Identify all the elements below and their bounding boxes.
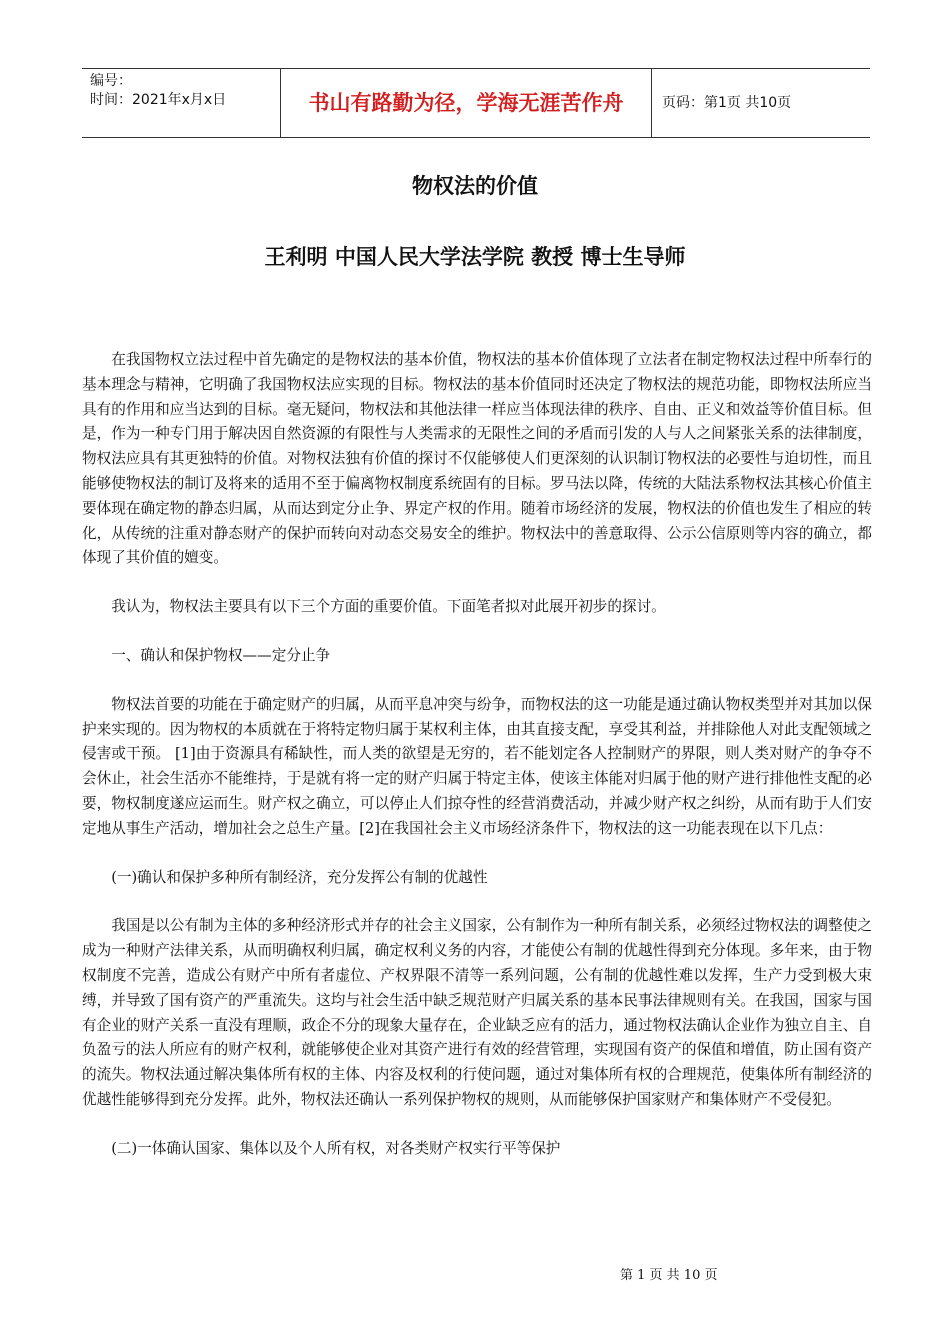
time-label: 时间：2021年x月x日	[90, 92, 227, 108]
paragraph: 我国是以公有制为主体的多种经济形式并存的社会主义国家，公有制作为一种所有制关系，必须经过物权法的调整使之成为一种财产法律关系，从而明确权利归属，确定权利义务的内容，才能使公有制的优越性得到充分体现。多年来，由于物权制度不完善，造成公有财产中所有者虚位、产权界限不清等一系列问题，公有制的优越性难以发挥，生产力受到极大束缚，并导致了国有资产的严重流失。这均与社会生活中缺乏规范财产归属关系的基本民事法律规则有关。在我国，国家与国有企业的财产关系一直没有理顺，政企不分的现象大量存在，企业缺乏应有的活力，通过物权法确认企业作为独立自主、自负盈亏的法人所应有的财产权利，就能够使企业对其资产进行有效的经营管理，实现国有资产的保值和增值，防止国有资产的流失。物权法通过解决集体所有权的主体、内容及权利的行使问题，通过对集体所有权的合理规范，使集体所有制经济的优越性能够得到充分发挥。此外，物权法还确认一系列保护物权的规则，从而能够保护国家财产和集体财产不受侵犯。	[82, 917, 872, 1108]
page-footer: 第 1 页 共 10 页	[620, 1268, 718, 1283]
page-header	[82, 68, 870, 138]
document-body	[82, 348, 872, 1186]
number-label: 编号：	[90, 73, 132, 89]
subsection-heading: (一)确认和保护多种所有制经济，充分发挥公有制的优越性	[111, 868, 488, 886]
paragraph: 物权法首要的功能在于确定财产的归属，从而平息冲突与纷争，而物权法的这一功能是通过确认物权类型并对其加以保护来实现的。因为物权的本质就在于将特定物归属于某权利主体，由其直接支配，享受其利益，并排除他人对此支配领域之侵害或干预。 [1]由于资源具有稀缺性，而人类的欲望是无穷的，若不能划定各人控制财产的界限，则人类对财产的争夺不会休止，社会生活亦不能维持，于是就有将一定的财产归属于特定主体，使该主体能对归属于他的财产进行排他性支配的必要，物权制度遂应运而生。财产权之确立，可以停止人们掠夺性的经营消费活动，并减少财产权之纠纷，从而有助于人们安定地从事生产活动，增加社会之总生产量。[2]在我国社会主义市场经济条件下，物权法的这一功能表现在以下几点：	[82, 695, 872, 837]
paragraph: 在我国物权立法过程中首先确定的是物权法的基本价值，物权法的基本价值体现了立法者在制定物权法过程中所奉行的基本理念与精神，它明确了我国物权法应实现的目标。物权法的基本价值同时还决定了物权法的规范功能，即物权法所应当具有的作用和应当达到的目标。毫无疑问，物权法和其他法律一样应当体现法律的秩序、自由、正义和效益等价值目标。但是，作为一种专门用于解决因自然资源的有限性与人类需求的无限性之间的矛盾而引发的人与人之间紧张关系的法律制度，物权法应具有其更独特的价值。对物权法独有价值的探讨不仅能够使人们更深刻的认识制订物权法的必要性与迫切性，而且能够使物权法的制订及将来的适用不至于偏离物权制度系统固有的目标。罗马法以降，传统的大陆法系物权法其核心价值主要体现在确定物的静态归属，从而达到定分止争、界定产权的作用。随着市场经济的发展，物权法的价值也发生了相应的转化，从传统的注重对静态财产的保护而转向对动态交易安全的维护。物权法中的善意取得、公示公信原则等内容的确立，都体现了其价值的嬗变。	[82, 351, 872, 567]
paragraph: 我认为，物权法主要具有以下三个方面的重要价值。下面笔者拟对此展开初步的探讨。	[111, 598, 666, 616]
document-author: 王利明 中国人民大学法学院 教授 博士生导师	[264, 245, 686, 269]
subsection-heading: (二)一体确认国家、集体以及个人所有权，对各类财产权实行平等保护	[111, 1139, 561, 1157]
header-info	[82, 69, 280, 137]
section-heading: 一、确认和保护物权——定分止争	[111, 646, 331, 664]
header-motto: 书山有路勤为径，学海无涯苦作舟	[280, 69, 652, 137]
header-page-label: 页码：第1页 共10页	[662, 95, 792, 111]
document-title: 物权法的价值	[412, 174, 538, 198]
